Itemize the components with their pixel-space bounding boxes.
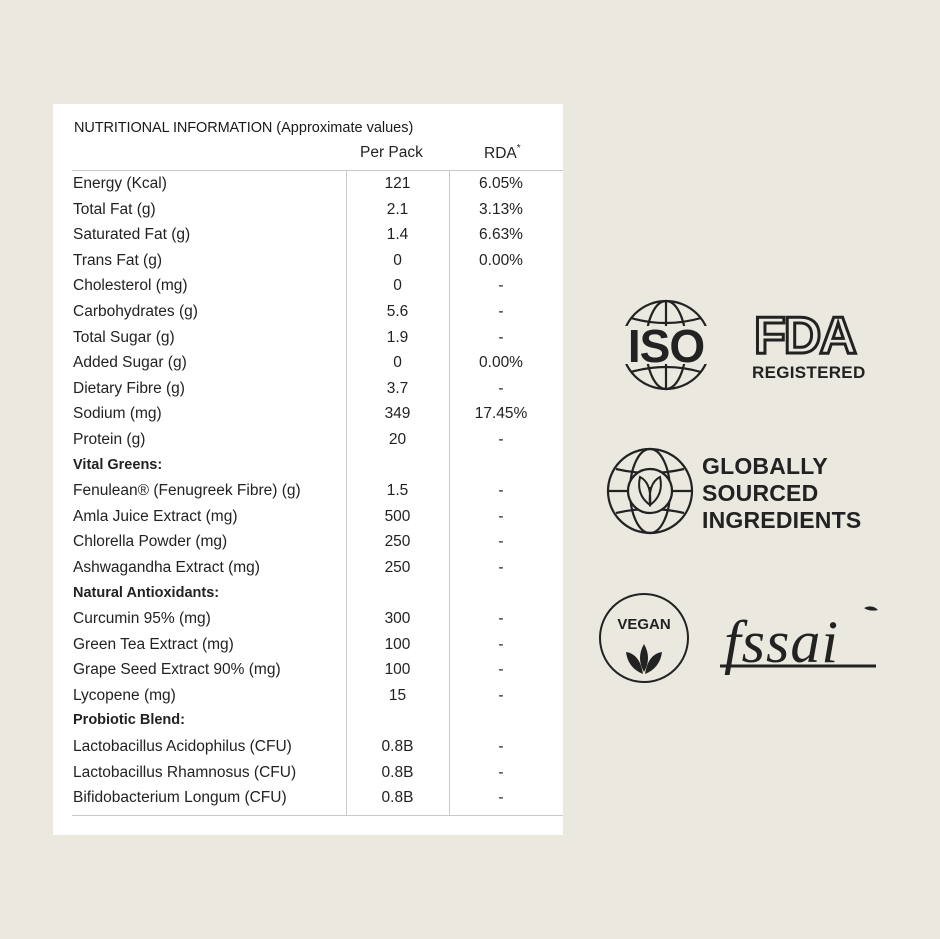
rda-value: - [498, 328, 504, 346]
section-label: Natural Antioxidants: [73, 584, 220, 601]
fssai-text: fssai [724, 609, 840, 675]
per-pack-value: 0.8B [381, 738, 414, 756]
title-bold: NUTRITIONAL INFORMATION [74, 120, 273, 136]
per-pack-value: 300 [384, 610, 411, 628]
fda-subtitle: REGISTERED [752, 363, 866, 382]
nutrient-row [53, 350, 563, 376]
nutrient-name: Trans Fat (g) [73, 251, 162, 269]
nutrient-name: Lactobacillus Acidophilus (CFU) [73, 738, 292, 756]
nutrient-name: Dietary Fibre (g) [73, 379, 185, 397]
per-pack-value: 1.9 [386, 328, 409, 346]
per-pack-value: 0 [393, 277, 402, 295]
nutrient-row [53, 657, 563, 683]
nutrient-row [53, 299, 563, 325]
per-pack-value: 1.4 [386, 226, 409, 244]
vegan-circle [598, 592, 690, 684]
nutrient-name: Total Fat (g) [73, 200, 156, 218]
fda-logo-text: FDA [754, 309, 855, 361]
nutrient-name: Fenulean® (Fenugreek Fibre) (g) [73, 482, 301, 500]
nutrient-row [53, 683, 563, 709]
globe-leaf-icon [606, 447, 694, 535]
rda-value: - [498, 507, 504, 525]
rda-value: - [498, 661, 504, 679]
rda-value: - [498, 789, 504, 807]
nutrient-row [53, 504, 563, 530]
nutrient-row [53, 171, 563, 197]
per-pack-value: 349 [384, 405, 411, 423]
rda-value: 17.45% [474, 405, 528, 423]
per-pack-value: 100 [384, 635, 411, 653]
nutrient-name: Lycopene (mg) [73, 686, 176, 704]
nutrient-name: Ashwagandha Extract (mg) [73, 558, 260, 576]
globally-line-2: SOURCED [702, 480, 819, 506]
globally-sourced-text [702, 453, 861, 534]
nutrient-row [53, 222, 563, 248]
nutrient-row [53, 478, 563, 504]
per-pack-value: 250 [384, 533, 411, 551]
nutrient-row [53, 325, 563, 351]
nutrient-name: Amla Juice Extract (mg) [73, 507, 238, 525]
header-per-pack: Per Pack [360, 144, 423, 161]
per-pack-value: 20 [388, 430, 407, 448]
rda-value: 6.05% [479, 175, 523, 192]
rda-value: - [498, 277, 504, 295]
section-label: Vital Greens: [73, 456, 163, 473]
rda-value: - [498, 430, 504, 448]
header-rda [484, 144, 521, 163]
iso-text: ISO [627, 320, 705, 372]
nutrient-name: Lactobacillus Rhamnosus (CFU) [73, 763, 297, 781]
nutrient-name: Added Sugar (g) [73, 354, 187, 372]
rda-value: - [498, 635, 504, 653]
per-pack-value: 2.1 [386, 200, 409, 218]
nutrient-name: Saturated Fat (g) [73, 226, 191, 244]
per-pack-value: 250 [384, 558, 411, 576]
nutrition-panel [53, 104, 563, 835]
per-pack-value: 3.7 [386, 379, 409, 397]
fssai-mark [716, 598, 881, 676]
per-pack-value: 0 [393, 354, 402, 372]
globe-icon [607, 298, 725, 392]
nutrient-row [53, 273, 563, 299]
per-pack-value: 0 [393, 251, 402, 269]
nutrient-row [53, 197, 563, 223]
rda-value: 3.13% [479, 200, 523, 218]
rda-value: - [498, 302, 504, 320]
rda-value: - [498, 763, 504, 781]
nutrient-row [53, 632, 563, 658]
nutrient-name: Bifidobacterium Longum (CFU) [73, 789, 287, 807]
rda-value: - [498, 558, 504, 576]
nutrition-table [53, 171, 563, 811]
nutrient-row [53, 248, 563, 274]
section-header-row [53, 581, 563, 607]
rda-value: - [498, 686, 504, 704]
per-pack-value: 5.6 [386, 302, 409, 320]
fssai-logo [716, 598, 881, 676]
rda-value: - [498, 533, 504, 551]
rda-value: - [498, 738, 504, 756]
table-bottom-rule [72, 815, 563, 816]
header-rda-mark: * [516, 143, 521, 154]
nutrient-row [53, 760, 563, 786]
nutrient-name: Grape Seed Extract 90% (mg) [73, 661, 281, 679]
nutrient-name: Sodium (mg) [73, 405, 162, 423]
nutrient-row [53, 401, 563, 427]
rda-value: - [498, 482, 504, 500]
rda-value: 0.00% [479, 251, 523, 269]
iso-badge [607, 298, 725, 392]
per-pack-value: 15 [388, 686, 407, 704]
leaf-icon [626, 644, 662, 674]
header-rda-label: RDA [484, 145, 517, 163]
nutrient-name: Cholesterol (mg) [73, 277, 188, 295]
panel-title [74, 120, 413, 136]
nutrient-name: Chlorella Powder (mg) [73, 533, 228, 551]
nutrient-row [53, 555, 563, 581]
per-pack-value: 100 [384, 661, 411, 679]
nutrient-name: Curcumin 95% (mg) [73, 610, 211, 628]
rda-value: 0.00% [479, 354, 523, 372]
nutrient-row [53, 529, 563, 555]
globally-line-1: GLOBALLY [702, 453, 828, 479]
rda-value: 6.63% [479, 226, 523, 244]
per-pack-value: 500 [384, 507, 411, 525]
title-note: (Approximate values) [272, 120, 414, 136]
rda-value: - [498, 610, 504, 628]
vegan-label: VEGAN [617, 616, 671, 633]
rda-value: - [498, 379, 504, 397]
vegan-badge [598, 592, 690, 684]
per-pack-value: 1.5 [386, 482, 409, 500]
nutrient-name: Total Sugar (g) [73, 328, 175, 346]
nutrient-row [53, 734, 563, 760]
fda-logo [752, 309, 874, 361]
section-header-row [53, 708, 563, 734]
fda-badge [752, 309, 874, 389]
per-pack-value: 0.8B [381, 789, 414, 807]
globally-line-3: INGREDIENTS [702, 507, 862, 533]
nutrient-name: Protein (g) [73, 430, 146, 448]
section-label: Probiotic Blend: [73, 712, 185, 729]
nutrient-row [53, 376, 563, 402]
nutrient-row [53, 427, 563, 453]
per-pack-value: 0.8B [381, 763, 414, 781]
globally-sourced-badge [606, 447, 874, 537]
nutrient-name: Energy (Kcal) [73, 175, 167, 192]
per-pack-value: 121 [384, 175, 411, 192]
nutrient-row [53, 606, 563, 632]
nutrient-name: Carbohydrates (g) [73, 302, 198, 320]
nutrient-row [53, 785, 563, 811]
nutrient-name: Green Tea Extract (mg) [73, 635, 234, 653]
section-header-row [53, 453, 563, 479]
